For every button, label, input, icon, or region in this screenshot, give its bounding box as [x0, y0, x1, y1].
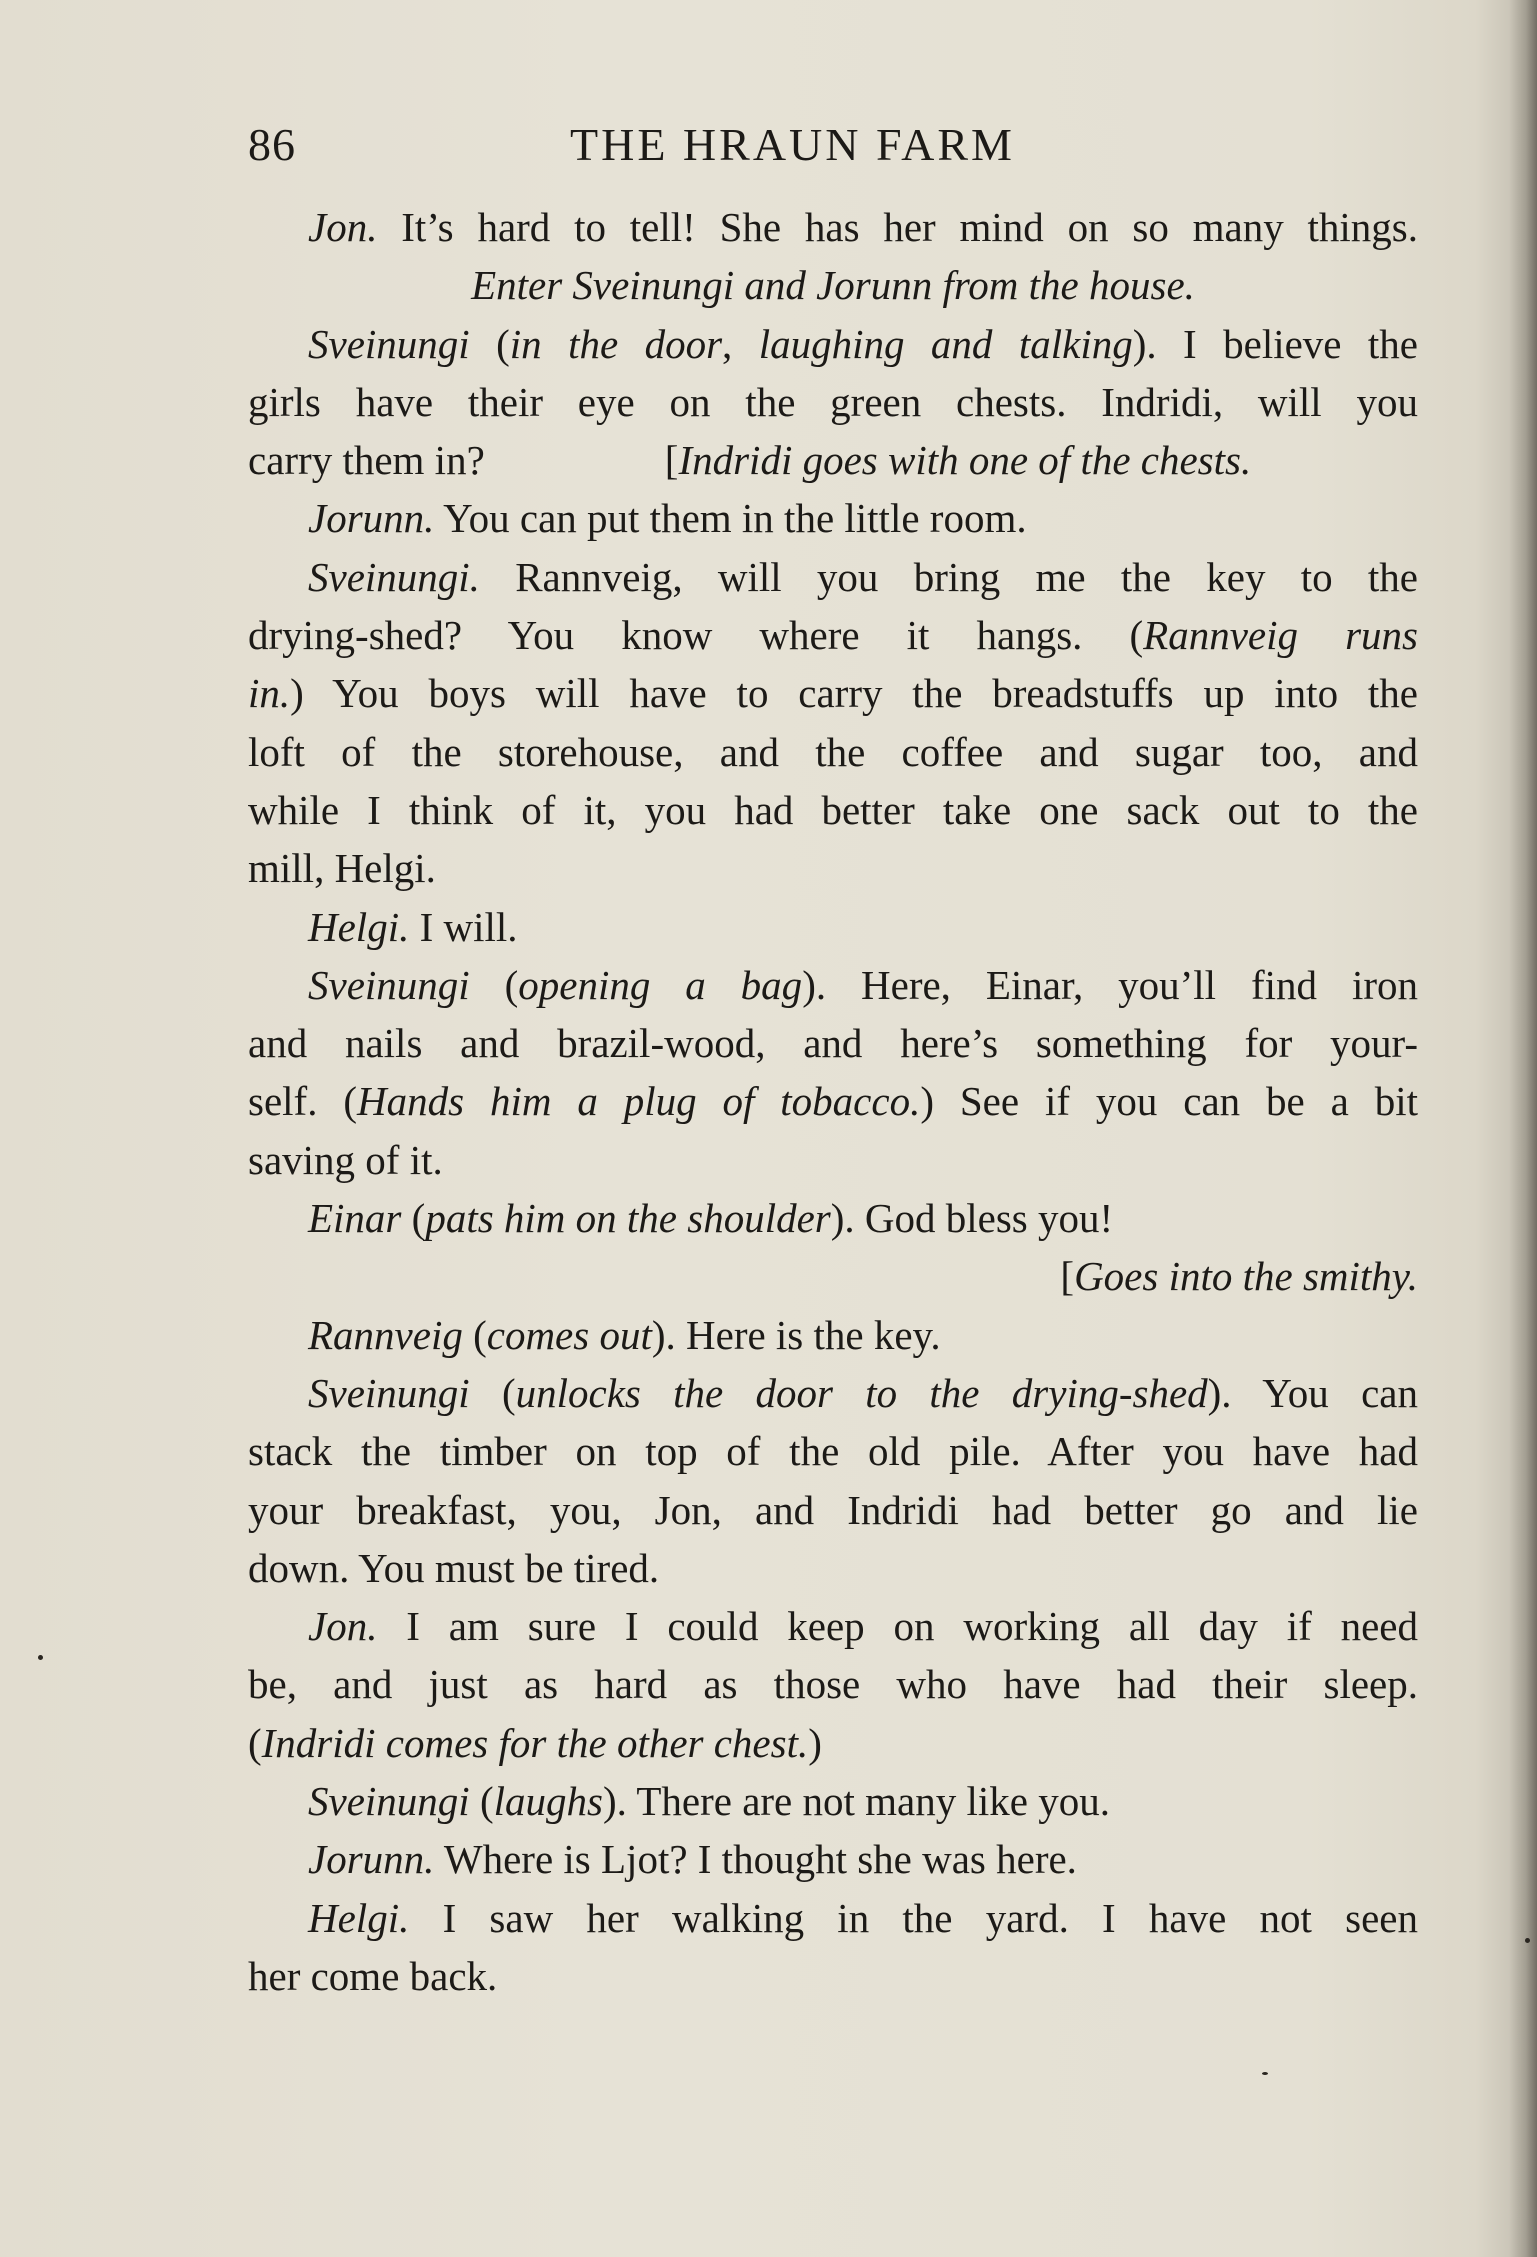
roman-text: girls have their eye on the green chests. Indridi, will you [248, 378, 1418, 425]
italic-text: opening a bag [518, 961, 803, 1008]
text-line [248, 1131, 1418, 1189]
text-line [248, 198, 1418, 256]
stage-direction-line [248, 1714, 1418, 1772]
text-line [248, 781, 1418, 839]
text-line [248, 1422, 1418, 1480]
paper-speck [38, 1655, 43, 1660]
stage-direction-line [248, 256, 1418, 314]
roman-text: You can put them in the little room. [434, 495, 1027, 542]
roman-text: Where is Ljot? I thought she was here. [434, 1836, 1077, 1883]
italic-text: Sveinungi. [308, 553, 480, 600]
roman-text: ( [469, 1778, 494, 1825]
italic-text: laughs [493, 1778, 603, 1825]
text-line [248, 898, 1418, 956]
text-line [248, 1947, 1418, 2005]
roman-text: ) [808, 1719, 822, 1766]
text-line [248, 489, 1418, 547]
text-line [248, 1189, 1418, 1247]
italic-text: Goes into the smithy. [1074, 1253, 1418, 1300]
roman-text: mill, Helgi. [248, 845, 436, 892]
text-line [248, 1306, 1418, 1364]
text-line [248, 1014, 1418, 1072]
text-line [248, 723, 1418, 781]
roman-text: ). Here, Einar, you’ll find iron [802, 961, 1418, 1008]
italic-text: Jorunn. [308, 495, 435, 542]
roman-text: your breakfast, you, Jon, and Indridi had better go and lie [248, 1486, 1418, 1533]
italic-text: Jon. [308, 1603, 378, 1650]
page-header [248, 118, 1418, 178]
italic-text: Jon. [308, 204, 378, 250]
roman-text: , [722, 320, 759, 367]
roman-text: ( [401, 1195, 426, 1242]
italic-text: Hands him a plug of tobacco. [357, 1078, 921, 1125]
roman-text: loft of the storehouse, and the coffee and sugar too, and [248, 728, 1418, 775]
text-line [248, 1597, 1418, 1655]
roman-text: I saw her walking in the yard. I have not seen [409, 1894, 1418, 1941]
running-head: THE HRAUN FARM [570, 119, 1015, 170]
roman-text: down. You must be tired. [248, 1544, 660, 1591]
italic-text: Sveinungi [308, 320, 470, 367]
roman-text: while I think of it, you had better take one sack out to the [248, 786, 1418, 833]
roman-text: her come back. [248, 1952, 498, 1999]
roman-text: ). Here is the key. [651, 1311, 941, 1358]
text-line [248, 373, 1418, 431]
italic-text: Einar [308, 1195, 402, 1242]
roman-text: Rannveig, will you bring me the key to the [479, 553, 1418, 600]
text-line [248, 839, 1418, 897]
text-line [248, 1539, 1418, 1597]
italic-text: Sveinungi [308, 1778, 470, 1825]
roman-text: drying-shed? You know where it hangs. ( [248, 612, 1144, 659]
body-text [248, 198, 1418, 2005]
roman-text: ). There are not many like you. [602, 1778, 1110, 1825]
italic-text: Indridi comes for the other chest. [261, 1719, 809, 1766]
italic-text: Helgi. [308, 903, 410, 950]
text-line [248, 1072, 1418, 1130]
text-line [248, 664, 1418, 722]
text-line [248, 1830, 1418, 1888]
italic-text: in. [248, 670, 291, 717]
roman-text: ( [462, 1311, 487, 1358]
roman-text: ). God bless you! [830, 1195, 1114, 1242]
italic-text: Enter Sveinungi and Jorunn from the house. [471, 262, 1195, 309]
roman-text: ( [248, 1719, 262, 1766]
roman-text: stack the timber on top of the old pile. After you have had [248, 1428, 1418, 1475]
roman-text: I am sure I could keep on working all day if need [377, 1603, 1418, 1650]
stage-direction-line [248, 1247, 1418, 1305]
roman-text: It’s hard to tell! She has her mind on so many things. [377, 204, 1418, 250]
italic-text: unlocks the door to the drying-shed [515, 1369, 1208, 1416]
roman-text: ) You boys will have to carry the breadstuffs up into the [290, 670, 1418, 717]
text-line [248, 1481, 1418, 1539]
roman-text: [ [1060, 1253, 1075, 1300]
text-line [248, 315, 1418, 373]
text-line [248, 1772, 1418, 1830]
italic-text: Sveinungi [308, 1369, 470, 1416]
italic-text: Indridi goes with one of the chests. [678, 437, 1252, 484]
text-line [248, 606, 1418, 664]
text-line-with-direction [248, 431, 1418, 489]
italic-text: Rannveig [308, 1311, 463, 1358]
roman-text: [ [664, 437, 679, 484]
roman-text: ( [469, 320, 510, 367]
text-line [248, 956, 1418, 1014]
page-edge-shadow [1509, 0, 1537, 2257]
text-line [248, 1889, 1418, 1947]
roman-text: I will. [409, 903, 518, 950]
italic-text: laughing and talking [758, 320, 1133, 367]
roman-text: ). I believe the [1132, 320, 1418, 367]
italic-text: Sveinungi [308, 961, 470, 1008]
page-number: 86 [248, 119, 296, 170]
paper-speck [1262, 2072, 1268, 2075]
italic-text: Helgi. [308, 1894, 410, 1941]
italic-text: Rannveig runs [1143, 612, 1418, 659]
paper-speck [1525, 1938, 1530, 1943]
roman-text: be, and just as hard as those who have had their sleep. [248, 1661, 1418, 1708]
text-line [248, 1655, 1418, 1713]
roman-text: saving of it. [248, 1136, 443, 1183]
roman-text: ( [469, 961, 519, 1008]
roman-text: ( [469, 1369, 516, 1416]
italic-text: Jorunn. [308, 1836, 435, 1883]
roman-text: and nails and brazil-wood, and here’s something for your- [248, 1020, 1418, 1067]
italic-text: pats him on the shoulder [425, 1195, 831, 1242]
roman-text: self. ( [248, 1078, 357, 1125]
roman-text: ). You can [1207, 1369, 1418, 1416]
italic-text: comes out [486, 1311, 652, 1358]
italic-text: in the door [509, 320, 723, 367]
roman-text: carry them in? [248, 437, 485, 484]
text-line [248, 548, 1418, 606]
text-line [248, 1364, 1418, 1422]
roman-text: ) See if you can be a bit [920, 1078, 1418, 1125]
